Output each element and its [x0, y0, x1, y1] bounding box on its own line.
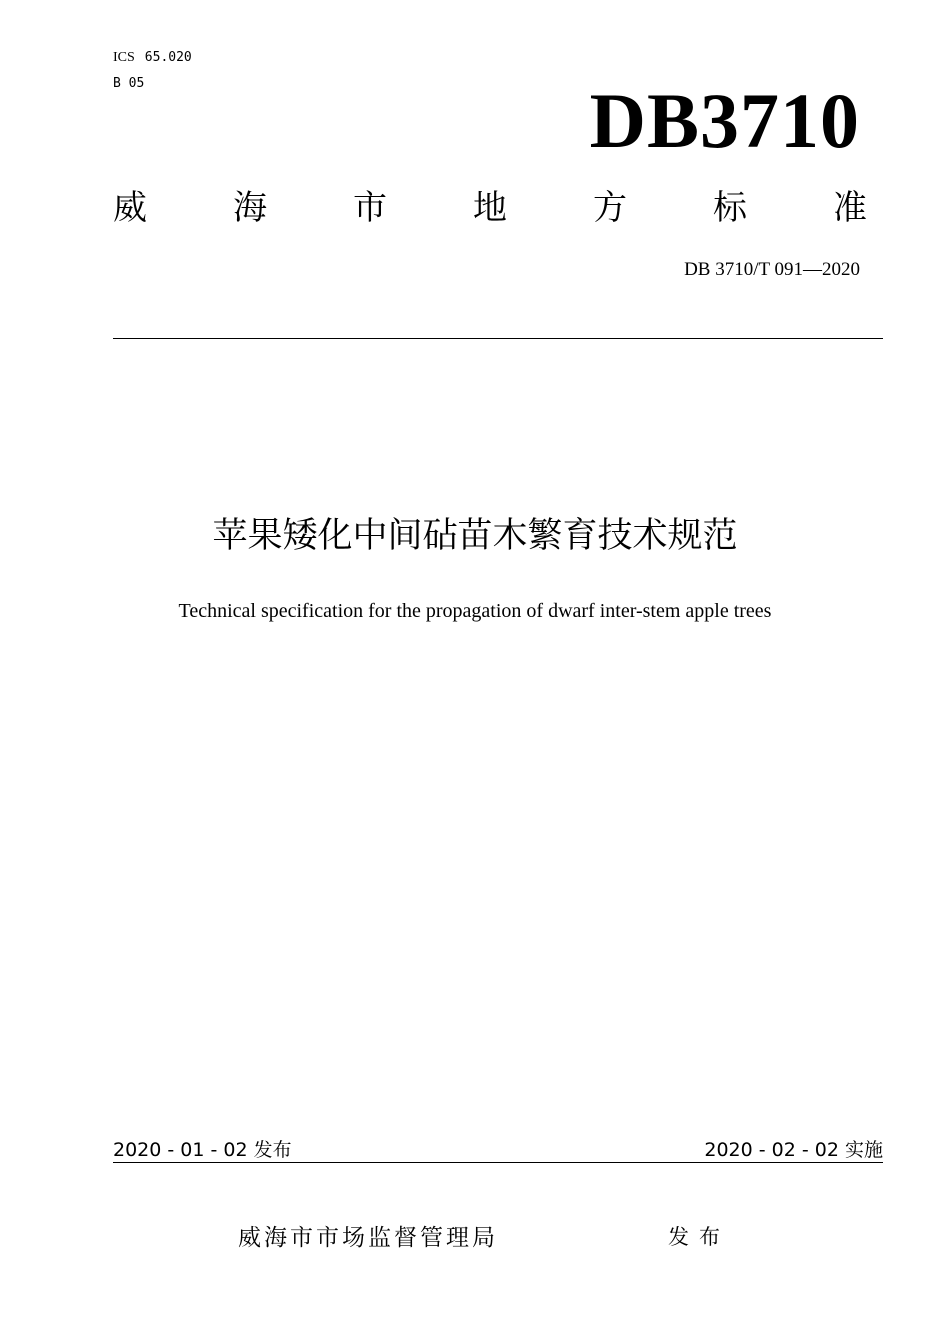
db-code: DB3710 — [589, 77, 860, 164]
standard-type-char: 威 — [113, 188, 147, 228]
ics-code: 65.020 — [144, 50, 192, 65]
footer-divider — [113, 1162, 883, 1163]
standard-type-char: 标 — [713, 188, 747, 228]
ccs-code: B 05 — [113, 76, 145, 91]
standard-type-char: 海 — [233, 188, 267, 228]
standard-type-char: 地 — [473, 188, 507, 228]
document-title-chinese: 苹果矮化中间砧苗木繁育技术规范 — [212, 516, 738, 556]
standard-type-char: 准 — [833, 188, 867, 228]
standard-type — [113, 186, 867, 230]
issue-date: 2020 - 01 - 02 发布 — [113, 1139, 292, 1161]
implementation-date: 2020 - 02 - 02 实施 — [704, 1139, 883, 1161]
ics-classification — [113, 49, 192, 67]
document-title-english: Technical specification for the propagation of dwarf inter-stem apple trees — [178, 600, 772, 622]
standard-type-char: 方 — [593, 188, 627, 228]
publish-label: 发布 — [668, 1225, 730, 1249]
header-divider — [113, 338, 883, 339]
standard-number: DB 3710/T 091—2020 — [684, 259, 860, 280]
standard-type-char: 市 — [353, 188, 387, 228]
ics-label: ICS — [113, 50, 135, 65]
publisher: 威海市市场监督管理局 — [238, 1225, 498, 1251]
